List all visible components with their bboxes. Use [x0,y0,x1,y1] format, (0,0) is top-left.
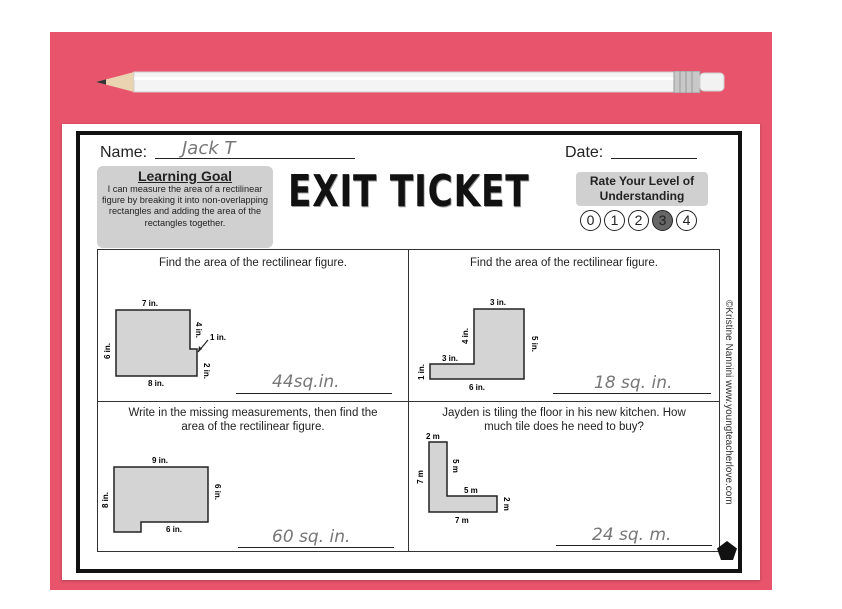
problem-1-figure [98,292,238,392]
problem-3-prompt-line1: Write in the missing measurements, then find the [128,407,378,419]
problem-1-answer: 44sq.in. [272,372,340,392]
learning-goal-text: I can measure the area of a rectilinear figure by breaking it into non-overlapping rectangles and adding the area of the rectangles together. [102,184,268,228]
pentagon-icon [716,540,738,562]
p2-label-top: 3 in. [490,298,507,307]
p4-label-top: 2 m [426,432,440,441]
rating-option-0: 0 [580,210,601,231]
p2-label-left-lower: 1 in. [417,363,426,381]
p3-label-right: 6 in. [213,483,222,501]
problem-4-answer: 24 sq. m. [592,525,672,545]
rating-option-2: 2 [628,210,649,231]
rating-option-1: 1 [604,210,625,231]
rating-option-4: 4 [676,210,697,231]
rating-option-3-selected: 3 [652,210,673,231]
problem-1-answer-line [236,393,392,394]
p1-label-bottom: 8 in. [148,379,165,388]
problem-4-figure [414,430,524,530]
rating-title-box [576,172,708,206]
date-label: Date: [565,144,604,161]
problem-2-answer: 18 sq. in. [594,373,673,393]
learning-goal-title: Learning Goal [137,168,233,184]
p1-label-notch: 1 in. [210,333,227,342]
p2-label-bottom: 6 in. [469,383,486,392]
p4-label-inner-horizontal: 5 m [464,486,478,495]
problem-2-prompt: Find the area of the rectilinear figure. [470,257,658,269]
problem-2-answer-line [553,393,711,394]
p1-label-right-lower: 2 in. [202,362,211,380]
p4-label-bottom: 7 m [455,516,469,525]
page-title: EXIT TICKET [288,166,530,217]
p4-label-inner-vertical: 5 m [451,459,460,473]
name-label: Name: [100,144,148,161]
p1-label-left: 6 in. [103,342,112,360]
p3-label-left: 8 in. [101,491,110,509]
p1-label-top: 7 in. [142,299,159,308]
problem-3-answer-line [238,547,394,548]
problem-3-prompt [98,406,408,434]
problem-3-prompt-line2: area of the rectilinear figure. [181,421,325,433]
rating-title-line1: Rate Your Level of [589,174,695,188]
name-value: Jack T [182,138,236,159]
problem-4-answer-line [556,545,712,546]
side-credit [718,300,738,530]
p3-label-bottom: 6 in. [166,525,183,534]
side-credit-text: ©Kristine Nannini www.youngteacherlove.com [723,300,734,505]
p1-label-right-upper: 4 in. [194,321,203,339]
problem-3-answer: 60 sq. in. [272,527,351,547]
pencil-image [96,71,726,93]
rating-circles [580,210,697,231]
p2-label-right: 5 in. [530,335,539,353]
problem-2-figure [412,292,552,396]
p2-label-left-upper: 4 in. [461,327,470,345]
p3-label-top: 9 in. [152,456,169,465]
date-line [611,158,697,159]
rating-title-line2: Understanding [599,189,685,203]
problem-4-prompt-line2: much tile does he need to buy? [484,421,644,433]
problem-4-prompt-line1: Jayden is tiling the floor in his new kitchen. How [442,407,686,419]
p4-label-left: 7 m [416,470,425,484]
problem-1-prompt: Find the area of the rectilinear figure. [159,257,347,269]
p2-label-step: 3 in. [442,354,459,363]
grid-horizontal-divider [97,401,720,402]
p4-label-right: 2 m [502,497,511,511]
learning-goal-box [97,166,273,248]
problem-3-figure [98,452,228,538]
